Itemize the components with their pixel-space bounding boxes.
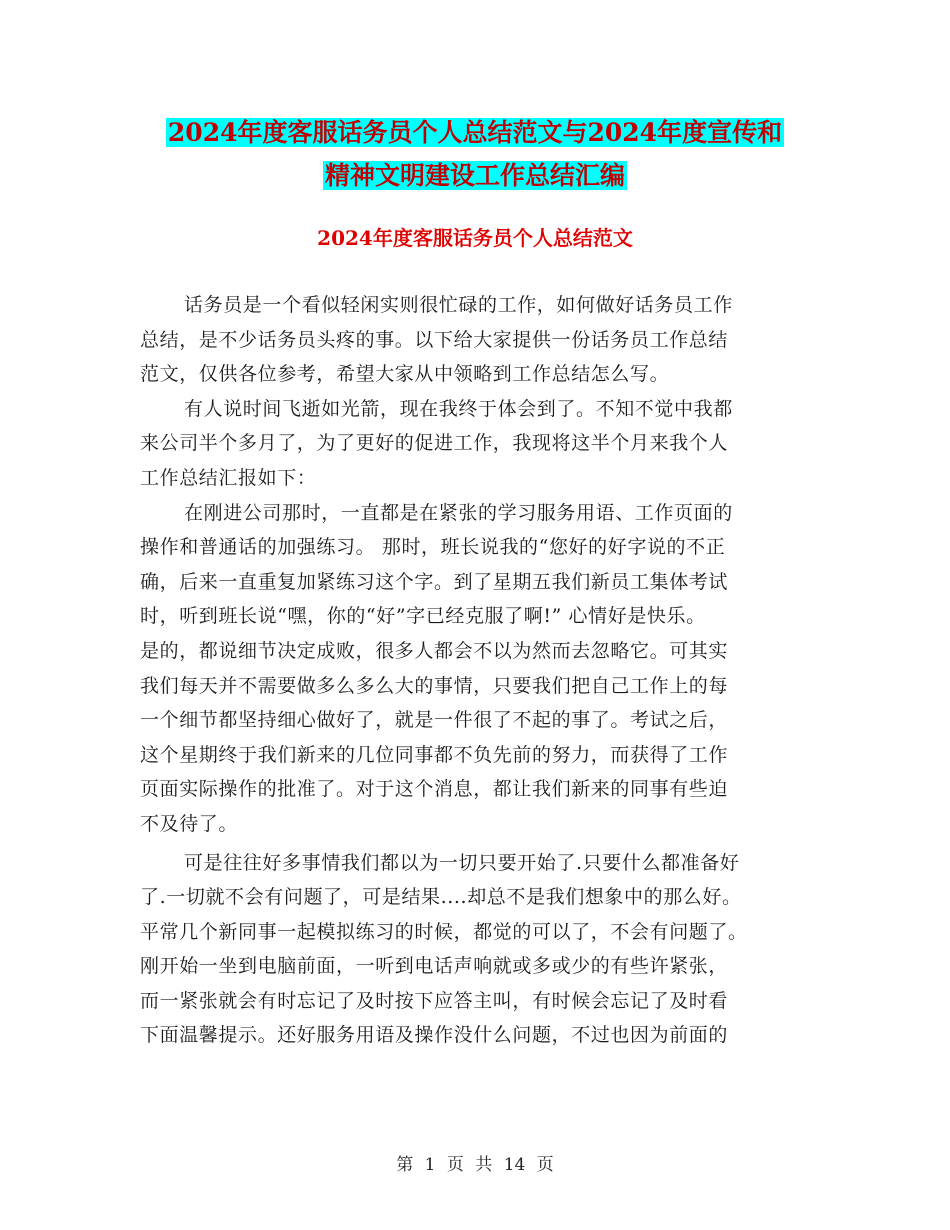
text-line: 了.一切就不会有问题了，可是结果....却总不是我们想象中的那么好。 [140, 886, 742, 909]
body-text [140, 288, 830, 1053]
text-line: 在刚进公司那时，一直都是在紧张的学习服务用语、工作页面的 [184, 501, 733, 524]
text-line: 平常几个新同事一起模拟练习的时候，都觉的可以了，不会有问题了。 [140, 920, 748, 943]
text-line: 时，听到班长说“嘿，你的“好”字已经克服了啊!” 心情好是快乐。 [140, 605, 706, 628]
text-line: 确，后来一直重复加紧练习这个字。到了星期五我们新员工集体考试 [140, 570, 729, 593]
text-line: 而一紧张就会有时忘记了及时按下应答主叫，有时候会忘记了及时看 [140, 989, 729, 1012]
section-title: 2024年度客服话务员个人总结范文 [317, 226, 633, 250]
text-line: 刚开始一坐到电脑前面，一听到电话声响就或多或少的有些许紧张， [140, 955, 729, 978]
text-line: 工作总结汇报如下： [140, 466, 317, 489]
text-line: 可是往往好多事情我们都以为一切只要开始了.只要什么都准备好 [184, 851, 740, 874]
text-line: 不及待了。 [140, 812, 239, 835]
text-line: 操作和普通话的加强练习。 那时，班长说我的“您好的好字说的不正 [140, 536, 726, 559]
text-line: 有人说时间飞逝如光箭，现在我终于体会到了。不知不觉中我都 [184, 397, 733, 420]
text-line: 页面实际操作的批准了。对于这个消息，都让我们新来的同事有些迫 [140, 778, 729, 801]
text-line: 下面温馨提示。还好服务用语及操作没什么问题，不过也因为前面的 [140, 1024, 729, 1047]
text-line: 这个星期终于我们新来的几位同事都不负先前的努力，而获得了工作 [140, 743, 729, 766]
page-number: 第 1 页 共 14 页 [396, 1155, 554, 1175]
document-title-line-1: 2024年度客服话务员个人总结范文与2024年度宣传和 [167, 118, 783, 147]
text-line: 总结，是不少话务员头疼的事。以下给大家提供一份话务员工作总结 [140, 328, 729, 351]
text-line: 是的，都说细节决定成败，很多人都会不以为然而去忽略它。可其实 [140, 639, 729, 662]
text-line: 话务员是一个看似轻闲实则很忙碌的工作，如何做好话务员工作 [184, 294, 733, 316]
document-title-line-2: 精神文明建设工作总结汇编 [324, 161, 625, 190]
text-line: 范文，仅供各位参考，希望大家从中领略到工作总结怎么写。 [140, 363, 670, 386]
text-line: 一个细节都坚持细心做好了，就是一件很了不起的事了。考试之后， [140, 709, 729, 732]
text-line: 来公司半个多月了，为了更好的促进工作，我现将这半个月来我个人 [140, 432, 729, 455]
text-line: 我们每天并不需要做多么多么大的事情，只要我们把自己工作上的每 [140, 674, 729, 697]
